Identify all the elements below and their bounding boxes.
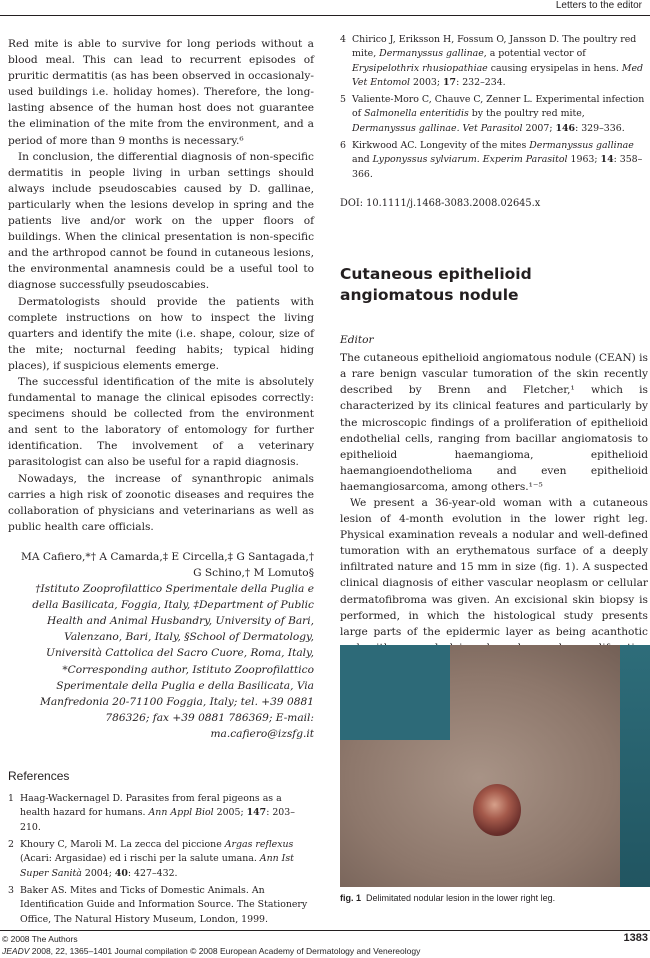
article-title: Cutaneous epithelioid angiomatous nodule bbox=[340, 265, 532, 305]
editor-label: Editor bbox=[340, 334, 374, 347]
footer-rule bbox=[0, 930, 650, 931]
photo-background bbox=[340, 645, 450, 740]
clinical-photo-figure bbox=[340, 645, 650, 887]
body-paragraph: In conclusion, the differential diagnosis of non-specific dermatitis in people living in urban settings should always include pseudoscabies caused by D. gallinae, particularly when the lesions develop in spring and the patients live and/or work on the upper floors of buildings. When the clinical presentation is non-specific and the arthropod cannot be found in cutaneous lesions, the environmental anamnesis could be a useful tool to diagnose successfully pseudoscabies. bbox=[8, 150, 314, 292]
nodular-lesion bbox=[473, 784, 521, 836]
reference-item: 2 Khoury C, Maroli M. La zecca del piccione Argas reflexus (Acari: Argasidae) ed i rischi per la salute umana. Ann Ist Super Sanità 2004; 40: 427–432. bbox=[8, 839, 294, 879]
header-rule bbox=[0, 15, 650, 16]
figure-caption bbox=[340, 893, 555, 903]
figure-caption-text: Delimitated nodular lesion in the lower right leg. bbox=[366, 893, 556, 903]
author-names-line: G Schino,† M Lomuto§ bbox=[193, 567, 314, 579]
body-paragraph: We present a 36-year-old woman with a cutaneous lesion of 4-month evolution in the lower right leg. Physical examination reveals a nodular and well-defined tumoration with an erythematous surface of a deeply infiltrated nature and 15 mm in size (fig. 1). A suspected clinical diagnosis of either vascular neoplasm or cellular dermatofibroma was given. An excisional skin biopsy is performed, in which the histological study presents large parts of the epidermic layer as being acanthotic bbox=[340, 497, 648, 638]
left-column bbox=[8, 36, 314, 930]
footer-copyright: © 2008 The Authors bbox=[2, 934, 78, 944]
body-paragraph: Dermatologists should provide the patients with complete instructions on how to inspect the living quarters and identify the mite (i.e. shape, colour, size of the mite; nocturnal feeding habits; typical hiding places), if suspicious elements emerge. bbox=[8, 295, 314, 372]
photo-background bbox=[620, 645, 650, 887]
page-number: 1383 bbox=[623, 932, 648, 944]
reference-item: 4 Chirico J, Eriksson H, Fossum O, Jansson D. The poultry red mite, Dermanyssus gallinae, a potential vector of Erysipelothrix rhusiopathiae causing erysipelas in hens. Med Vet Entomol 2003; 17: 232–234. bbox=[340, 34, 644, 88]
right-column bbox=[340, 36, 648, 672]
body-paragraph: Red mite is able to survive for long periods without a blood meal. This can lead to recurrent episodes of pruritic dermatitis (as has been observed in occasionaly-used buildings i.e. holiday homes). Therefore, the long-lasting absence of the human host does not guarantee the elimination of the mite from the environment, and a period of more than 9 months is necessary.⁶ bbox=[8, 38, 314, 147]
running-header: Letters to the editor bbox=[555, 0, 642, 11]
figure-caption-label: fig. 1 bbox=[340, 893, 362, 903]
reference-item: 1 Haag-Wackernagel D. Parasites from feral pigeons as a health hazard for humans. Ann Appl Biol 2005; 147: 203–210. bbox=[8, 793, 295, 833]
reference-item: 5 Valiente-Moro C, Chauve C, Zenner L. Experimental infection of Salmonella enteritidis by the poultry red mite, Dermanyssus gallinae. Vet Parasitol 2007; 146: 329–336. bbox=[340, 94, 645, 134]
author-affiliation: †Istituto Zooprofilattico Sperimentale della Puglia e della Basilicata, Foggia, Italy, ‡Department of Public Health and Animal Husbandry, University of Bari, Valenzano, Bari, Italy, §School of Dermatology, Università Cattolica del Sacro Cuore, Roma, Italy, *Corresponding author, Istituto Zooprofilattico Sperimentale della Puglia e della Basilicata, Via Manfredonia 20-71100 Foggia, Italy; tel. +39 0881 786326; fax +39 0881 786369; E-mail: ma.cafiero@izsfg.it bbox=[32, 583, 314, 740]
author-signature bbox=[8, 549, 314, 742]
reference-item: 6 Kirkwood AC. Longevity of the mites Dermanyssus gallinae and Lyponyssus sylviarum. Experim Parasitol 1963; 14: 358–366. bbox=[340, 140, 643, 180]
doi-line: DOI: 10.1111/j.1468-3083.2008.02645.x bbox=[340, 197, 541, 209]
footer-citation: JEADV 2008, 22, 1365–1401 Journal compilation © 2008 European Academy of Dermatology and Venereology bbox=[2, 946, 421, 956]
author-names-line: MA Cafiero,*† A Camarda,‡ E Circella,‡ G Santagada,† bbox=[20, 550, 314, 563]
body-paragraph: The cutaneous epithelioid angiomatous nodule (CEAN) is a rare benign vascular tumoration of the skin recently described by Brenn and Fletcher,¹ which is characterized by its clinical features and particularly by the microscopic findings of a proliferation of epithelioid endothelial cells, ranging from bacillar angiomatosis to epithelioid haemangioma, epithelioid haemangioendothelioma and even epithelioid haemangiosarcoma, among others.¹⁻⁵ bbox=[340, 352, 648, 493]
reference-item: 3 Baker AS. Mites and Ticks of Domestic Animals. An Identification Guide and Information Source. The Stationery Office, The Natural History Museum, London, 1999. bbox=[8, 884, 308, 925]
references-heading: References bbox=[8, 769, 70, 784]
body-paragraph: Nowadays, the increase of synanthropic animals carries a high risk of zoonotic diseases and requires the collaboration of physicians and veterinarians as well as public health care officials. bbox=[8, 472, 314, 533]
body-paragraph: The successful identification of the mite is absolutely fundamental to manage the clinical episodes correctly: specimens should be collected from the environment and sent to the laboratory of entomology for further identification. The involvement of a veterinary parasitologist can also be useful for a rapid diagnosis. bbox=[8, 375, 314, 469]
